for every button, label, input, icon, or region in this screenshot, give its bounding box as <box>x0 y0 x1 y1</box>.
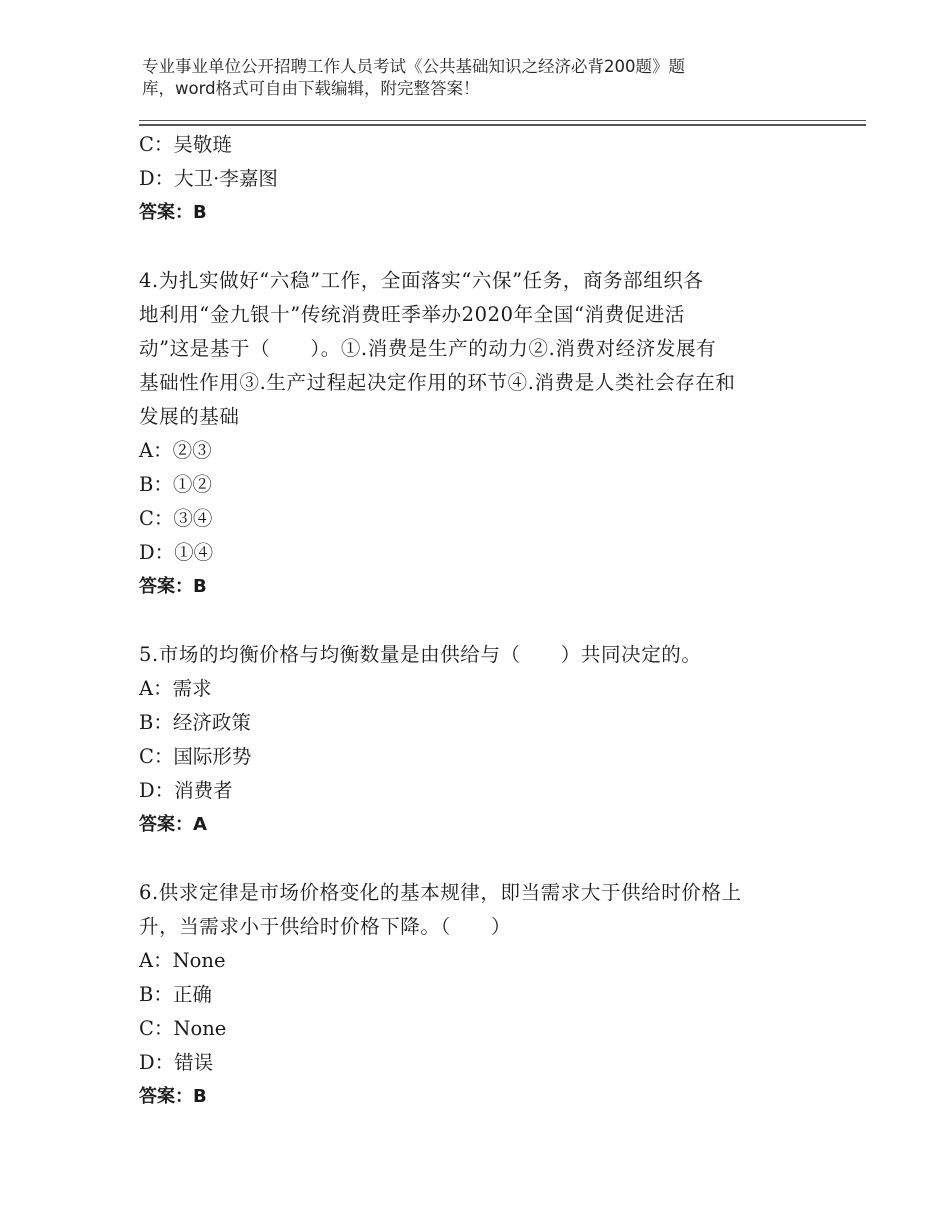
spacer <box>139 604 799 638</box>
question-stem-line: 发展的基础 <box>139 405 240 428</box>
option-a: A：None <box>139 949 226 972</box>
option-b: B：经济政策 <box>139 711 251 734</box>
option-d: D：消费者 <box>139 779 233 802</box>
question-stem <box>139 638 799 672</box>
option-c: C：③④ <box>139 507 213 530</box>
question-stem <box>139 876 799 944</box>
header-title-line-1: 专业事业单位公开招聘工作人员考试《公共基础知识之经济必背200题》题 <box>142 57 685 76</box>
question-stem <box>139 264 799 434</box>
spacer <box>139 842 799 876</box>
question-stem-line: 6.供求定律是市场价格变化的基本规律，即当需求大于供给时价格上 <box>139 881 742 904</box>
option-d: D：①④ <box>139 541 214 564</box>
question-stem-line: 动”这是基于（ ）。①.消费是生产的动力②.消费对经济发展有 <box>139 337 717 360</box>
answer-line: 答案：A <box>139 814 207 835</box>
option-c: C：吴敬琏 <box>139 133 232 156</box>
option-b: B：①② <box>139 473 212 496</box>
question-6 <box>139 876 799 1114</box>
question-list <box>139 128 799 1114</box>
question-stem-line: 4.为扎实做好“六稳”工作，全面落实“六保”任务，商务部组织各 <box>139 269 704 292</box>
question-stem-line: 基础性作用③.生产过程起决定作用的环节④.消费是人类社会存在和 <box>139 371 736 394</box>
option-c: C：None <box>139 1017 227 1040</box>
question-3-tail <box>139 128 799 230</box>
spacer <box>139 230 799 264</box>
answer-line: 答案：B <box>139 576 207 597</box>
option-c: C：国际形势 <box>139 745 252 768</box>
header-divider-thick <box>139 124 866 126</box>
document-header <box>142 56 782 100</box>
answer-line: 答案：B <box>139 1086 207 1107</box>
option-d: D：大卫·李嘉图 <box>139 167 278 190</box>
question-stem-line: 地利用“金九银十”传统消费旺季举办2020年全国“消费促进活 <box>139 303 686 326</box>
question-stem-line: 5.市场的均衡价格与均衡数量是由供给与（ ）共同决定的。 <box>139 643 702 666</box>
question-5 <box>139 638 799 842</box>
option-d: D：错误 <box>139 1051 214 1074</box>
header-title-line-2: 库，word格式可自由下载编辑，附完整答案！ <box>142 79 480 98</box>
question-stem-line: 升，当需求小于供给时价格下降。（ ） <box>139 915 512 938</box>
answer-line: 答案：B <box>139 202 207 223</box>
option-a: A：需求 <box>139 677 212 700</box>
header-divider-thin <box>139 120 866 121</box>
question-4 <box>139 264 799 604</box>
option-b: B：正确 <box>139 983 212 1006</box>
option-a: A：②③ <box>139 439 212 462</box>
